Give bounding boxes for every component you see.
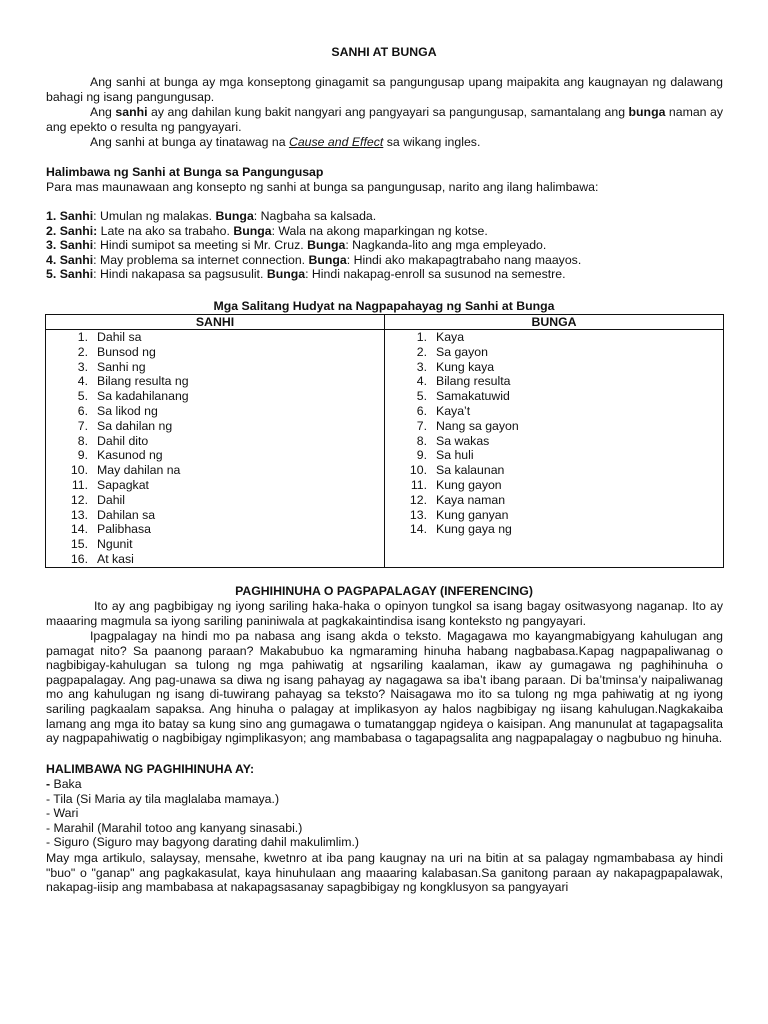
halimbawa-item: 5. Sanhi: Hindi nakapasa sa pagsusulit. Bunga: Hindi nakapag-enroll sa susunod na semestre. xyxy=(46,267,566,282)
hudyat-table xyxy=(45,314,724,568)
table-list-item xyxy=(46,404,384,419)
list-item-text: May dahilan na xyxy=(97,463,181,478)
table-list-item xyxy=(385,330,723,345)
list-number: 13. xyxy=(409,507,427,522)
list-item-text: Kaya naman xyxy=(436,492,506,507)
list-number: 1. xyxy=(416,330,427,344)
list-number: 5. xyxy=(416,389,427,404)
table-list-item xyxy=(46,478,384,493)
table-list-item xyxy=(46,493,384,508)
halimbawa-item: 3. Sanhi: Hindi sumipot sa meeting si Mr. Cruz. Bunga: Nagkanda-lito ang mga empleyado. xyxy=(46,238,547,253)
example-item: - Baka xyxy=(46,777,82,791)
example-item: - Marahil (Marahil totoo ang kanyang sinasabi.) xyxy=(46,820,303,835)
table-list-item xyxy=(46,552,384,567)
list-item-text: Sapagkat xyxy=(97,477,149,492)
list-number: 14. xyxy=(409,522,427,537)
table-list-item xyxy=(46,330,384,345)
intro-paragraph-2: Ang sanhi ay ang dahilan kung bakit nangyari ang pangyayari sa pangungusap, samantalang ang bunga naman ay ang epekto o resulta ng pangyayari. xyxy=(46,105,724,134)
table-list-item xyxy=(385,345,723,360)
list-item-text: Sa likod ng xyxy=(97,403,158,418)
table-list-item xyxy=(46,537,384,552)
intro-paragraph-3: Ang sanhi at bunga ay tinatawag na Cause and Effect sa wikang ingles. xyxy=(90,135,481,149)
list-item-text: Kaya xyxy=(436,330,465,344)
list-item-text: Dahilan sa xyxy=(97,507,156,522)
list-number: 11. xyxy=(410,477,427,492)
list-item-text: Kung gaya ng xyxy=(436,522,512,537)
list-item-text: Bilang resulta xyxy=(436,374,511,389)
closing-paragraph: May mga artikulo, salaysay, mensahe, kwetnro at iba pang kaugnay na uri na bitin at sa palagay ngmambabasa ay hindi "buo" o "ganap" ang pagkakasulat, kaya hinuhulaan ang maaaring kalabasan.Sa ganitong paraan ay nakapagpapalawak, nakapag-iisip ang mambabasa at nakapagsasanay sapagbibigay ng kongklusyon sa pangyayari xyxy=(46,851,723,895)
list-item-text: Sa huli xyxy=(436,448,474,463)
sanhi-list xyxy=(46,330,384,567)
list-item-text: Kung gayon xyxy=(436,477,502,492)
list-item-text: Sa dahilan ng xyxy=(97,418,173,433)
list-item-text: Bilang resulta ng xyxy=(97,374,189,389)
table-list-item xyxy=(385,463,723,478)
list-number: 13. xyxy=(70,507,88,522)
intro-paragraph-1: Ang sanhi at bunga ay mga konseptong ginagamit sa pangungusap upang maipakita ang kaugnayan ng dalawang bahagi ng isang pangungusap. xyxy=(46,75,723,104)
table-list-item xyxy=(385,508,723,523)
sanhi-cell xyxy=(46,330,385,568)
table-list-item xyxy=(46,463,384,478)
table-list-item xyxy=(385,404,723,419)
list-number: 7. xyxy=(77,418,88,433)
list-item-text: Sanhi ng xyxy=(97,359,146,374)
list-number: 4. xyxy=(77,374,88,389)
table-list-item xyxy=(385,389,723,404)
list-item-text: Kaya’t xyxy=(436,403,471,418)
list-number: 2. xyxy=(416,344,427,359)
table-body-row xyxy=(46,330,724,568)
list-item-text: Bunsod ng xyxy=(97,344,156,359)
halimbawa-list xyxy=(46,209,723,282)
table-list-item xyxy=(46,345,384,360)
list-item-text: At kasi xyxy=(97,551,134,566)
list-number: 12. xyxy=(70,492,88,507)
list-number: 14. xyxy=(70,522,88,537)
list-item-text: Sa wakas xyxy=(436,433,490,448)
table-list-item xyxy=(46,508,384,523)
table-list-item xyxy=(46,389,384,404)
table-list-item xyxy=(46,522,384,537)
list-number: 6. xyxy=(416,403,427,418)
table-list-item xyxy=(46,360,384,375)
list-number: 6. xyxy=(77,403,88,418)
halimbawa-item: 1. Sanhi: Umulan ng malakas. Bunga: Nagbaha sa kalsada. xyxy=(46,209,377,223)
list-number: 10. xyxy=(70,463,88,478)
list-item-text: Ngunit xyxy=(97,537,133,552)
list-item-text: Kung ganyan xyxy=(436,507,509,522)
list-number: 4. xyxy=(416,374,427,389)
list-number: 11. xyxy=(71,477,88,492)
list-number: 2. xyxy=(77,344,88,359)
halimbawa-lead: Para mas maunawaan ang konsepto ng sanhi at bunga sa pangungusap, narito ang ilang halimbawa: xyxy=(46,180,599,194)
bunga-cell xyxy=(385,330,724,568)
table-list-item xyxy=(385,360,723,375)
halimbawa-item: 4. Sanhi: May problema sa internet connection. Bunga: Hindi ako makapagtrabaho nang maayos. xyxy=(46,252,582,267)
table-list-item xyxy=(46,448,384,463)
halimbawa-item: 2. Sanhi: Late na ako sa trabaho. Bunga: Wala na akong maparkingan ng kotse. xyxy=(46,223,488,238)
list-item-text: Kasunod ng xyxy=(97,448,163,463)
list-number: 5. xyxy=(77,389,88,404)
list-item-text: Nang sa gayon xyxy=(436,418,519,433)
table-list-item xyxy=(385,522,723,537)
list-number: 15. xyxy=(70,537,88,552)
paghihinuha-subheading: HALIMBAWA NG PAGHIHINUHA AY: xyxy=(46,762,255,776)
list-number: 16. xyxy=(70,551,88,566)
list-number: 1. xyxy=(77,330,88,344)
list-item-text: Samakatuwid xyxy=(436,389,510,404)
example-item: - Siguro (Siguro may bagyong darating dahil makulimlim.) xyxy=(46,835,360,850)
list-number: 8. xyxy=(416,433,427,448)
inferencing-paragraph-2: Ipagpalagay na hindi mo pa nabasa ang isang akda o teksto. Magagawa mo kayangmabigyang kahulugan ang pamagat nito? Sa paanong paraan? Makabubuo ka ngmaraming hinuha habang nagbabasa.Kapag nagpapaliwanag o nagbibigay-kahulugan sa tulong ng mga pahiwatig at ngsariling kaalaman, ikaw ay gumagawa ng paghihinuha o pagpapalagay. Ang pag-unawa sa diwa ng isang pahayag ay nagagawa sa iba’t ibang paraan. Di ba’tminsa’y naipaliwanag mo ang kahulugan ng isang di-tuwirang pahayag sa teksto? Naisagawa mo ito sa tulong ng mga pahiwatig at ng iyong sariling pagkaalam sapaksa. Ang hinuha o palagay at implikasyon ay halos nagbibigay ng iisang kahulugan.Nagkakaiba lamang ang mga ito batay sa kung sino ang gumagawa o tumatanggap ngideya o kaisipan. Ang manunulat at tagapagsalita ay nagpapahiwatig o nagbibigay ngimplikasyon; ang mambabasa o tagapagsalita ang nagpapalagay o nagbubuo ng hinuha. xyxy=(46,629,723,746)
table-list-item xyxy=(46,374,384,389)
paghihinuha-examples xyxy=(46,777,723,850)
list-item-text: Kung kaya xyxy=(436,359,495,374)
table-list-item xyxy=(385,493,723,508)
list-item-text: Dahil xyxy=(97,492,126,507)
table-list-item xyxy=(385,434,723,449)
list-item-text: Sa gayon xyxy=(436,344,488,359)
list-number: 9. xyxy=(77,448,88,463)
bunga-list xyxy=(385,330,723,537)
list-number: 3. xyxy=(416,359,427,374)
table-header-row xyxy=(46,315,724,330)
table-caption: Mga Salitang Hudyat na Nagpapahayag ng Sanhi at Bunga xyxy=(213,299,555,313)
example-item: - Wari xyxy=(46,806,79,821)
inferencing-paragraph-1: Ito ay ang pagbibigay ng iyong sariling haka-haka o opinyon tungkol sa isang bagay ositwasyong naganap. Ito ay maaaring magmula sa iyong sariling paniniwala at pagkakaintindisa isang konteksto ng pangyayari. xyxy=(46,599,723,628)
list-number: 9. xyxy=(416,448,427,463)
table-list-item xyxy=(46,419,384,434)
table-list-item xyxy=(385,419,723,434)
bunga-column-header: BUNGA xyxy=(385,315,724,330)
example-item: - Tila (Si Maria ay tila maglalaba mamaya.) xyxy=(46,791,280,806)
list-item-text: Sa kalaunan xyxy=(436,463,505,478)
halimbawa-heading: Halimbawa ng Sanhi at Bunga sa Pangungusap xyxy=(46,165,324,179)
list-number: 10. xyxy=(409,463,427,478)
list-item-text: Dahil dito xyxy=(97,433,149,448)
list-item-text: Dahil sa xyxy=(97,330,142,344)
table-list-item xyxy=(385,478,723,493)
list-item-text: Palibhasa xyxy=(97,522,152,537)
inferencing-heading: PAGHIHINUHA O PAGPAPALAGAY (INFERENCING) xyxy=(235,584,533,598)
sanhi-column-header: SANHI xyxy=(46,315,385,330)
list-number: 8. xyxy=(77,433,88,448)
document-title: SANHI AT BUNGA xyxy=(331,45,437,59)
table-list-item xyxy=(385,374,723,389)
table-list-item xyxy=(385,448,723,463)
list-item-text: Sa kadahilanang xyxy=(97,389,189,404)
list-number: 3. xyxy=(77,359,88,374)
table-list-item xyxy=(46,434,384,449)
list-number: 12. xyxy=(409,492,427,507)
list-number: 7. xyxy=(416,418,427,433)
